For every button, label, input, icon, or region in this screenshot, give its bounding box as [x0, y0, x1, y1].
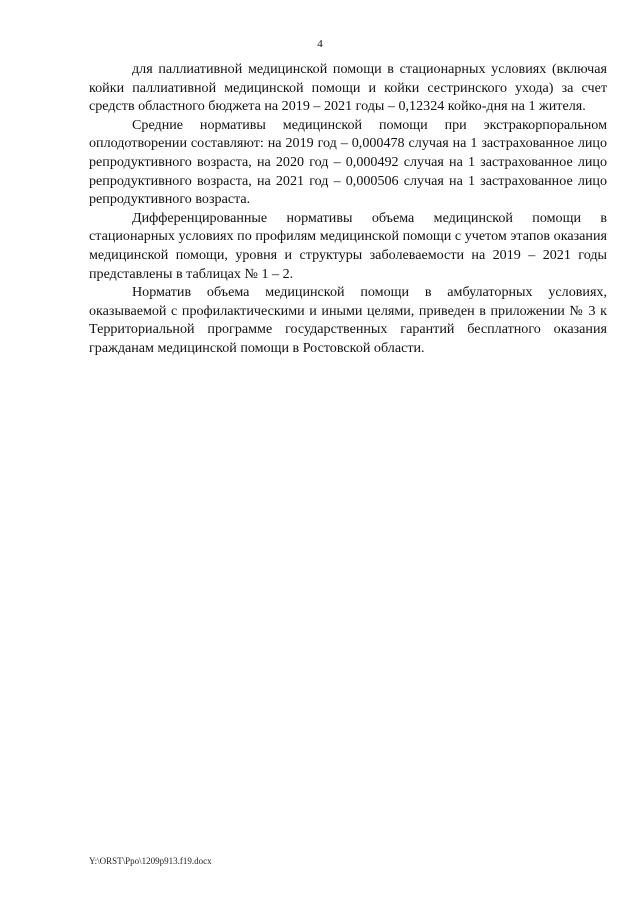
paragraph-palliative-care-continuation: для паллиативной медицинской помощи в стационарных условиях (включая койки паллиативной медицинской помощи и койки сестринского ухода) за счет средств областного бюджета на 2019 – 2021 годы – 0,12324 койко-дня на 1 жителя.	[89, 61, 607, 115]
paragraph-differentiated-norms: Дифференцированные нормативы объема медицинской помощи в стационарных условиях по профилям медицинской помощи с учетом этапов оказания медицинской помощи, уровня и структуры заболеваемости на 2019 – 2021 годы представлены в таблицах № 1 – 2.	[89, 209, 607, 282]
page-number: 4	[317, 38, 323, 50]
footer-file-path: Y:\ORST\Ppo\1209p913.f19.docx	[89, 856, 212, 866]
paragraph-outpatient-norm: Норматив объема медицинской помощи в амбулаторных условиях, оказываемой с профилактическими и иными целями, приведен в приложении № 3 к Территориальной программе государственных гарантий бесплатного оказания гражданам медицинской помощи в Ростовской области.	[89, 284, 607, 356]
paragraph-ivf-norms: Средние нормативы медицинской помощи при экстракорпоральном оплодотворении составляют: на 2019 год – 0,000478 случая на 1 застрахованное лицо репродуктивного возраста, на 2020 год – 0,000492 случая на 1 застрахованное лицо репродуктивного возраста, на 2021 год – 0,000506 случая на 1 застрахованное лицо репродуктивного возраста.	[89, 116, 607, 208]
document-body	[89, 60, 607, 358]
